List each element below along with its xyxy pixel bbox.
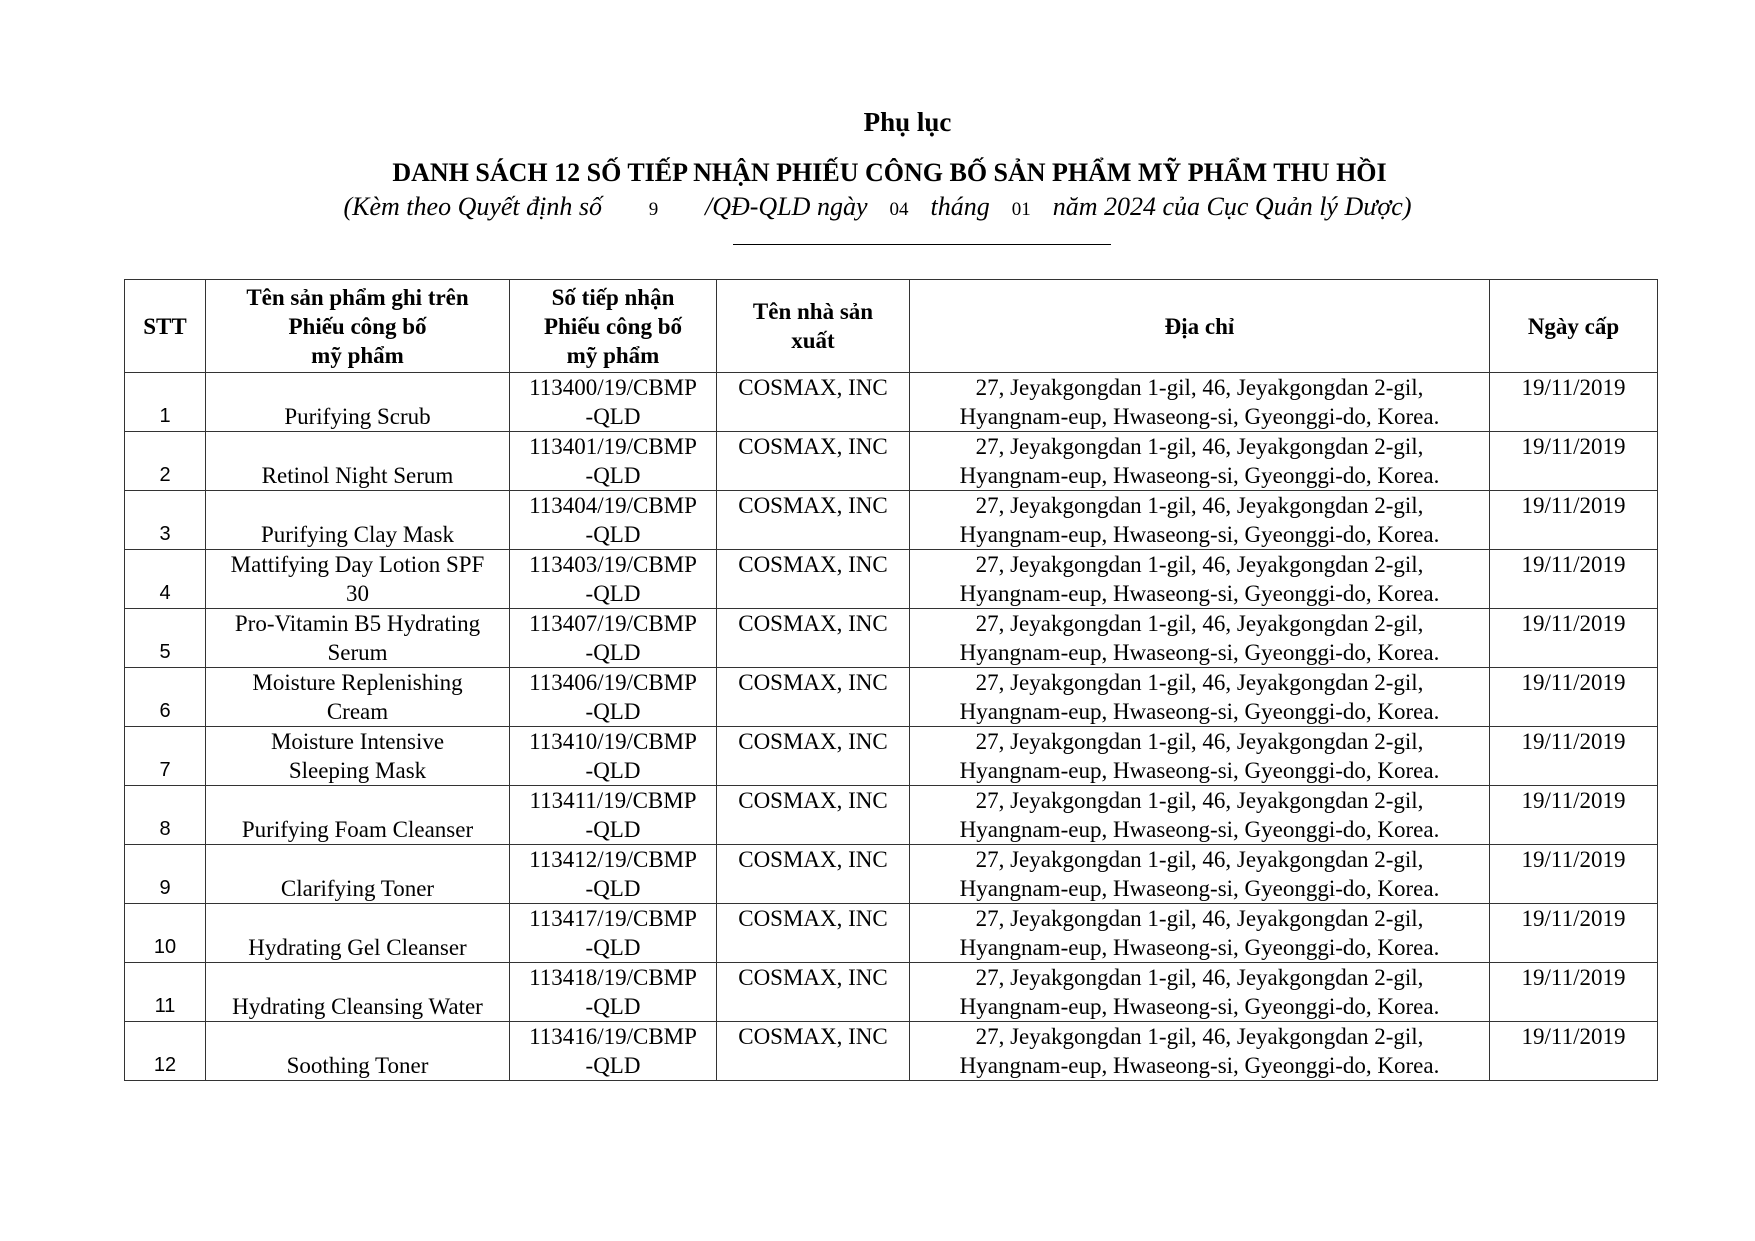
- header-manufacturer-line-2: xuất: [791, 328, 835, 353]
- row-receipt-number: [510, 963, 717, 1022]
- row-product-name-line-1: [210, 845, 505, 874]
- row-address-line-1: 27, Jeyakgongdan 1-gil, 46, Jeyakgongdan 2-gil,: [975, 493, 1424, 518]
- row-issue-date: 19/11/2019: [1490, 904, 1658, 963]
- row-issue-date: 19/11/2019: [1490, 373, 1658, 432]
- row-receipt-number-line-2: -QLD: [585, 876, 641, 901]
- row-address-line-2: Hyangnam-eup, Hwaseong-si, Gyeonggi-do, Korea.: [959, 581, 1440, 606]
- row-stt: 10: [125, 904, 206, 963]
- decision-month: 01: [1011, 199, 1031, 220]
- row-receipt-number-line-2: -QLD: [585, 758, 641, 783]
- row-product-name-line-1: Mattifying Day Lotion SPF: [230, 552, 485, 577]
- row-product-name-line-2: 30: [346, 581, 369, 606]
- row-address-line-1: 27, Jeyakgongdan 1-gil, 46, Jeyakgongdan 2-gil,: [975, 847, 1424, 872]
- row-manufacturer: COSMAX, INC: [717, 727, 910, 786]
- row-address: [910, 491, 1490, 550]
- row-product-name-line-2: Soothing Toner: [286, 1053, 429, 1078]
- row-product-name-line-1: [210, 786, 505, 815]
- row-receipt-number-line-1: 113410/19/CBMP: [529, 729, 697, 754]
- decision-day: 04: [889, 199, 909, 220]
- row-issue-date: 19/11/2019: [1490, 432, 1658, 491]
- row-receipt-number-line-1: 113404/19/CBMP: [529, 493, 697, 518]
- table-row: [125, 609, 1658, 668]
- row-address: [910, 668, 1490, 727]
- row-receipt-number: [510, 845, 717, 904]
- row-address: [910, 845, 1490, 904]
- row-receipt-number-line-1: 113407/19/CBMP: [529, 611, 697, 636]
- row-address-line-1: 27, Jeyakgongdan 1-gil, 46, Jeyakgongdan 2-gil,: [975, 670, 1424, 695]
- row-receipt-number-line-2: -QLD: [585, 994, 641, 1019]
- row-address-line-1: 27, Jeyakgongdan 1-gil, 46, Jeyakgongdan 2-gil,: [975, 729, 1424, 754]
- row-issue-date: 19/11/2019: [1490, 845, 1658, 904]
- row-issue-date: 19/11/2019: [1490, 609, 1658, 668]
- row-address: [910, 432, 1490, 491]
- table-row: [125, 491, 1658, 550]
- row-receipt-number: [510, 786, 717, 845]
- row-product-name: [206, 786, 510, 845]
- row-manufacturer: COSMAX, INC: [717, 786, 910, 845]
- row-issue-date: 19/11/2019: [1490, 727, 1658, 786]
- row-receipt-number: [510, 373, 717, 432]
- row-product-name: [206, 550, 510, 609]
- row-stt: 9: [125, 845, 206, 904]
- row-address-line-2: Hyangnam-eup, Hwaseong-si, Gyeonggi-do, Korea.: [959, 699, 1440, 724]
- row-receipt-number-line-2: -QLD: [585, 817, 641, 842]
- row-product-name-line-1: Moisture Replenishing: [252, 670, 463, 695]
- row-receipt-number-line-1: 113417/19/CBMP: [529, 906, 697, 931]
- decision-number: 9: [648, 199, 659, 220]
- row-manufacturer: COSMAX, INC: [717, 668, 910, 727]
- table-row: [125, 432, 1658, 491]
- row-product-name-line-1: [210, 432, 505, 461]
- table-row: [125, 845, 1658, 904]
- row-product-name: [206, 727, 510, 786]
- row-address-line-1: 27, Jeyakgongdan 1-gil, 46, Jeyakgongdan 2-gil,: [975, 965, 1424, 990]
- subtitle-part-3: tháng: [930, 192, 990, 221]
- row-receipt-number-line-2: -QLD: [585, 1053, 641, 1078]
- table-header-row: [125, 280, 1658, 373]
- header-issue-date: Ngày cấp: [1490, 280, 1658, 373]
- row-stt: 11: [125, 963, 206, 1022]
- row-receipt-number: [510, 668, 717, 727]
- row-address: [910, 786, 1490, 845]
- row-receipt-number: [510, 1022, 717, 1081]
- row-issue-date: 19/11/2019: [1490, 668, 1658, 727]
- row-receipt-number-line-2: -QLD: [585, 935, 641, 960]
- header-stt: STT: [125, 280, 206, 373]
- row-address: [910, 727, 1490, 786]
- header-product-line-2: Phiếu công bố: [288, 313, 427, 339]
- row-receipt-number-line-1: 113411/19/CBMP: [529, 788, 697, 813]
- row-product-name-line-2: Sleeping Mask: [288, 758, 427, 783]
- row-address-line-2: Hyangnam-eup, Hwaseong-si, Gyeonggi-do, Korea.: [959, 876, 1440, 901]
- row-receipt-number: [510, 491, 717, 550]
- row-manufacturer: COSMAX, INC: [717, 845, 910, 904]
- row-address-line-2: Hyangnam-eup, Hwaseong-si, Gyeonggi-do, Korea.: [959, 994, 1440, 1019]
- table-row: [125, 963, 1658, 1022]
- row-manufacturer: COSMAX, INC: [717, 432, 910, 491]
- row-stt: 3: [125, 491, 206, 550]
- row-manufacturer: COSMAX, INC: [717, 491, 910, 550]
- row-stt: 8: [125, 786, 206, 845]
- row-product-name-line-2: Hydrating Gel Cleanser: [248, 935, 467, 960]
- row-address: [910, 904, 1490, 963]
- row-address-line-2: Hyangnam-eup, Hwaseong-si, Gyeonggi-do, Korea.: [959, 522, 1440, 547]
- row-stt: 2: [125, 432, 206, 491]
- row-receipt-number: [510, 550, 717, 609]
- row-stt: 5: [125, 609, 206, 668]
- row-product-name-line-2: Clarifying Toner: [280, 876, 435, 901]
- row-product-name: [206, 904, 510, 963]
- row-manufacturer: COSMAX, INC: [717, 1022, 910, 1081]
- table-row: [125, 1022, 1658, 1081]
- row-address-line-1: 27, Jeyakgongdan 1-gil, 46, Jeyakgongdan 2-gil,: [975, 552, 1424, 577]
- table-row: [125, 727, 1658, 786]
- row-product-name: [206, 963, 510, 1022]
- row-product-name-line-1: [210, 963, 505, 992]
- header-receipt-line-2: Phiếu công bố: [543, 313, 683, 339]
- row-address-line-2: Hyangnam-eup, Hwaseong-si, Gyeonggi-do, Korea.: [959, 758, 1440, 783]
- row-receipt-number: [510, 727, 717, 786]
- row-receipt-number: [510, 609, 717, 668]
- row-product-name-line-1: [210, 373, 505, 402]
- row-receipt-number-line-2: -QLD: [585, 699, 641, 724]
- row-product-name: [206, 373, 510, 432]
- header-address: Địa chỉ: [910, 280, 1490, 373]
- row-product-name: [206, 845, 510, 904]
- row-stt: 7: [125, 727, 206, 786]
- row-product-name-line-1: [210, 1022, 505, 1051]
- row-manufacturer: COSMAX, INC: [717, 609, 910, 668]
- row-address-line-2: Hyangnam-eup, Hwaseong-si, Gyeonggi-do, Korea.: [959, 404, 1440, 429]
- subtitle-part-2: /QĐ-QLD ngày: [705, 192, 868, 221]
- row-product-name-line-2: Purifying Scrub: [284, 404, 431, 429]
- row-receipt-number: [510, 432, 717, 491]
- row-issue-date: 19/11/2019: [1490, 1022, 1658, 1081]
- header-receipt-line-1: Số tiếp nhận: [551, 284, 675, 310]
- table-row: [125, 668, 1658, 727]
- row-address-line-1: 27, Jeyakgongdan 1-gil, 46, Jeyakgongdan 2-gil,: [975, 611, 1424, 636]
- row-address: [910, 373, 1490, 432]
- row-stt: 4: [125, 550, 206, 609]
- row-product-name: [206, 491, 510, 550]
- row-receipt-number-line-1: 113412/19/CBMP: [529, 847, 697, 872]
- row-product-name-line-1: Moisture Intensive: [270, 729, 445, 754]
- appendix-title: Phụ lục: [863, 107, 952, 137]
- row-address-line-2: Hyangnam-eup, Hwaseong-si, Gyeonggi-do, Korea.: [959, 1053, 1440, 1078]
- row-stt: 1: [125, 373, 206, 432]
- row-address-line-1: 27, Jeyakgongdan 1-gil, 46, Jeyakgongdan 2-gil,: [975, 375, 1424, 400]
- row-product-name-line-2: Purifying Clay Mask: [261, 522, 454, 547]
- row-product-name-line-2: Retinol Night Serum: [261, 463, 454, 488]
- row-address-line-2: Hyangnam-eup, Hwaseong-si, Gyeonggi-do, Korea.: [959, 935, 1440, 960]
- row-address-line-1: 27, Jeyakgongdan 1-gil, 46, Jeyakgongdan 2-gil,: [975, 788, 1424, 813]
- row-receipt-number-line-1: 113401/19/CBMP: [529, 434, 697, 459]
- row-receipt-number-line-2: -QLD: [585, 640, 641, 665]
- row-address: [910, 609, 1490, 668]
- table-row: [125, 904, 1658, 963]
- row-product-name-line-1: [210, 904, 505, 933]
- row-issue-date: 19/11/2019: [1490, 963, 1658, 1022]
- row-receipt-number-line-1: 113418/19/CBMP: [529, 965, 697, 990]
- row-manufacturer: COSMAX, INC: [717, 963, 910, 1022]
- row-address: [910, 963, 1490, 1022]
- row-manufacturer: COSMAX, INC: [717, 373, 910, 432]
- recall-list-table: [124, 279, 1658, 1081]
- row-address-line-2: Hyangnam-eup, Hwaseong-si, Gyeonggi-do, Korea.: [959, 817, 1440, 842]
- list-title: DANH SÁCH 12 SỐ TIẾP NHẬN PHIẾU CÔNG BỐ SẢN PHẨM MỸ PHẨM THU HỒI: [392, 158, 1387, 187]
- row-stt: 6: [125, 668, 206, 727]
- header-manufacturer-line-1: Tên nhà sản: [752, 299, 874, 324]
- table-row: [125, 786, 1658, 845]
- header-receipt-line-3: mỹ phẩm: [566, 342, 660, 368]
- header-manufacturer: [717, 280, 910, 373]
- row-receipt-number-line-2: -QLD: [585, 404, 641, 429]
- row-stt: 12: [125, 1022, 206, 1081]
- row-product-name-line-2: Serum: [327, 640, 388, 665]
- table-row: [125, 550, 1658, 609]
- row-product-name: [206, 432, 510, 491]
- row-receipt-number: [510, 904, 717, 963]
- row-product-name-line-2: Cream: [326, 699, 389, 724]
- row-address-line-2: Hyangnam-eup, Hwaseong-si, Gyeonggi-do, Korea.: [959, 463, 1440, 488]
- header-receipt-number: [510, 280, 717, 373]
- row-receipt-number-line-2: -QLD: [585, 581, 641, 606]
- row-receipt-number-line-2: -QLD: [585, 463, 641, 488]
- row-product-name-line-1: Pro-Vitamin B5 Hydrating: [234, 611, 481, 636]
- header-product-name: [206, 280, 510, 373]
- row-product-name: [206, 609, 510, 668]
- row-product-name-line-2: Hydrating Cleansing Water: [232, 994, 483, 1019]
- row-product-name: [206, 1022, 510, 1081]
- row-address: [910, 550, 1490, 609]
- row-address-line-1: 27, Jeyakgongdan 1-gil, 46, Jeyakgongdan 2-gil,: [975, 1024, 1424, 1049]
- header-product-line-1: Tên sản phẩm ghi trên: [246, 284, 469, 310]
- row-address-line-1: 27, Jeyakgongdan 1-gil, 46, Jeyakgongdan 2-gil,: [975, 906, 1424, 931]
- row-product-name-line-2: Purifying Foam Cleanser: [241, 817, 474, 842]
- row-address-line-1: 27, Jeyakgongdan 1-gil, 46, Jeyakgongdan 2-gil,: [975, 434, 1424, 459]
- table-row: [125, 373, 1658, 432]
- subtitle-part-1: (Kèm theo Quyết định số: [343, 192, 602, 221]
- row-receipt-number-line-1: 113416/19/CBMP: [529, 1024, 697, 1049]
- row-address: [910, 1022, 1490, 1081]
- header-product-line-3: mỹ phẩm: [311, 342, 404, 368]
- row-receipt-number-line-1: 113406/19/CBMP: [529, 670, 697, 695]
- table-body: [125, 373, 1658, 1081]
- row-manufacturer: COSMAX, INC: [717, 550, 910, 609]
- row-issue-date: 19/11/2019: [1490, 491, 1658, 550]
- row-product-name: [206, 668, 510, 727]
- decision-reference: [0, 192, 1755, 222]
- row-receipt-number-line-2: -QLD: [585, 522, 641, 547]
- row-receipt-number-line-1: 113403/19/CBMP: [529, 552, 697, 577]
- row-issue-date: 19/11/2019: [1490, 550, 1658, 609]
- row-receipt-number-line-1: 113400/19/CBMP: [529, 375, 697, 400]
- row-issue-date: 19/11/2019: [1490, 786, 1658, 845]
- row-manufacturer: COSMAX, INC: [717, 904, 910, 963]
- title-underline: [733, 244, 1111, 245]
- row-address-line-2: Hyangnam-eup, Hwaseong-si, Gyeonggi-do, Korea.: [959, 640, 1440, 665]
- row-product-name-line-1: [210, 491, 505, 520]
- subtitle-part-4: năm 2024 của Cục Quản lý Dược): [1052, 192, 1412, 221]
